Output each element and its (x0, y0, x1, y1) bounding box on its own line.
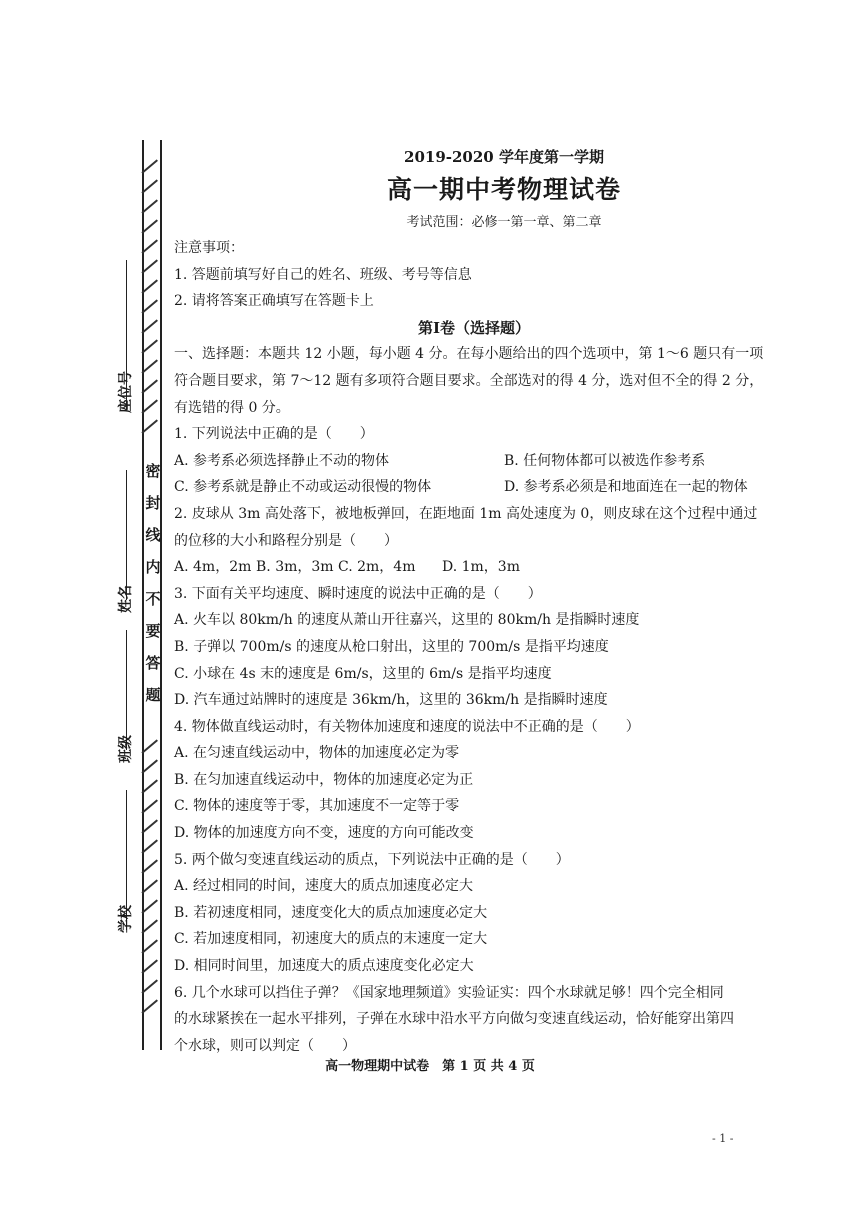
exam-scope: 考试范围：必修一第一章、第二章 (406, 215, 602, 230)
seal-char: 密 (145, 462, 161, 480)
question-stem: 4. 物体做直线运动时，有关物体加速度和速度的说法中不正确的是（ ） (174, 718, 640, 735)
question-stem-cont: 的水球紧挨在一起水平排列，子弹在水球中沿水平方向做匀变速直线运动，恰好能穿出第四 (174, 1011, 734, 1028)
option-c: C. 2m，4m (338, 559, 416, 576)
instruction-line: 符合题目要求，第 7～12 题有多项符合题目要求。全部选对的得 4 分，选对但不全的得 2 分， (174, 372, 764, 389)
name-underline (126, 470, 127, 600)
exam-title: 高一期中考物理试卷 (386, 175, 621, 204)
instruction-line: 一、选择题：本题共 12 小题，每小题 4 分。在每小题给出的四个选项中，第 1～6 题只有一项 (174, 346, 764, 363)
name-label: 姓名 (118, 585, 134, 613)
option-d: D. 汽车通过站牌时的速度是 36km/h，这里的 36km/h 是指瞬时速度 (174, 692, 608, 709)
hatch-bottom (112, 750, 164, 1030)
seal-char: 要 (145, 622, 161, 640)
seal-char: 题 (145, 686, 161, 704)
option-a: A. 在匀速直线运动中，物体的加速度必定为零 (174, 745, 460, 762)
school-year: 2019-2020 学年度第一学期 (404, 148, 604, 166)
notes-heading: 注意事项： (174, 240, 244, 256)
question-stem: 1. 下列说法中正确的是（ ） (174, 426, 374, 443)
binding-margin (112, 140, 164, 1050)
option-row (174, 448, 774, 475)
option-b: B. 若初速度相同，速度变化大的质点加速度必定大 (174, 904, 488, 921)
option-a: A. 经过相同的时间，速度大的质点加速度必定大 (174, 878, 474, 895)
option-d: D. 1m，3m (442, 559, 520, 576)
option-b: B. 在匀加速直线运动中，物体的加速度必定为正 (174, 771, 474, 788)
class-underline (126, 630, 127, 750)
option-d: D. 参考系必须是和地面连在一起的物体 (504, 479, 748, 496)
option-a: A. 火车以 80km/h 的速度从萧山开往嘉兴，这里的 80km/h 是指瞬时速度 (174, 612, 640, 629)
question-stem: 6. 几个水球可以挡住子弹？《国家地理频道》实验证实：四个水球就足够！四个完全相同 (174, 984, 724, 1001)
seal-char: 答 (145, 654, 161, 672)
option-row (174, 474, 774, 501)
option-d: D. 相同时间里，加速度大的质点速度变化必定大 (174, 958, 474, 975)
seal-char: 封 (145, 494, 161, 512)
question-stem: 2. 皮球从 3m 高处落下，被地板弹回，在距地面 1m 高处速度为 0，则皮球在这个过程中通过 (174, 505, 758, 522)
option-c: C. 参考系就是静止不动或运动很慢的物体 (174, 479, 432, 496)
instruction-line: 有选错的得 0 分。 (174, 399, 290, 416)
option-a: A. 4m，2m (174, 559, 252, 576)
seal-char: 线 (145, 526, 161, 544)
seal-line-text (142, 455, 164, 711)
page-number: - 1 - (712, 1132, 734, 1145)
option-b: B. 3m，3m (256, 559, 334, 576)
class-label: 班级 (118, 735, 134, 763)
page-footer: 高一物理期中试卷 第 1 页 共 4 页 (325, 1059, 535, 1074)
seal-char: 内 (145, 558, 161, 576)
seal-char: 不 (145, 590, 161, 608)
seat-label: 座位号 (118, 371, 134, 413)
option-d: D. 物体的加速度方向不变，速度的方向可能改变 (174, 825, 474, 842)
note-item: 2. 请将答案正确填写在答题卡上 (174, 293, 374, 310)
section-title: 第Ⅰ卷（选择题） (417, 318, 531, 337)
option-b: B. 任何物体都可以被选作参考系 (504, 452, 706, 469)
option-row (174, 554, 774, 581)
option-a: A. 参考系必须选择静止不动的物体 (174, 452, 390, 469)
school-label: 学校 (118, 905, 134, 933)
question-stem-cont: 的位移的大小和路程分别是（ ） (174, 532, 398, 549)
option-c: C. 物体的速度等于零，其加速度不一定等于零 (174, 798, 460, 815)
option-c: C. 若加速度相同，初速度大的质点的末速度一定大 (174, 931, 488, 948)
option-b: B. 子弹以 700m/s 的速度从枪口射出，这里的 700m/s 是指平均速度 (174, 638, 609, 655)
question-stem: 5. 两个做匀变速直线运动的质点，下列说法中正确的是（ ） (174, 851, 570, 868)
question-stem-cont: 个水球，则可以判定（ ） (174, 1037, 356, 1054)
note-item: 1. 答题前填写好自己的姓名、班级、考号等信息 (174, 266, 472, 283)
question-stem: 3. 下面有关平均速度、瞬时速度的说法中正确的是（ ） (174, 585, 542, 602)
option-c: C. 小球在 4s 末的速度是 6m/s，这里的 6m/s 是指平均速度 (174, 665, 552, 682)
exam-content (174, 145, 774, 1059)
